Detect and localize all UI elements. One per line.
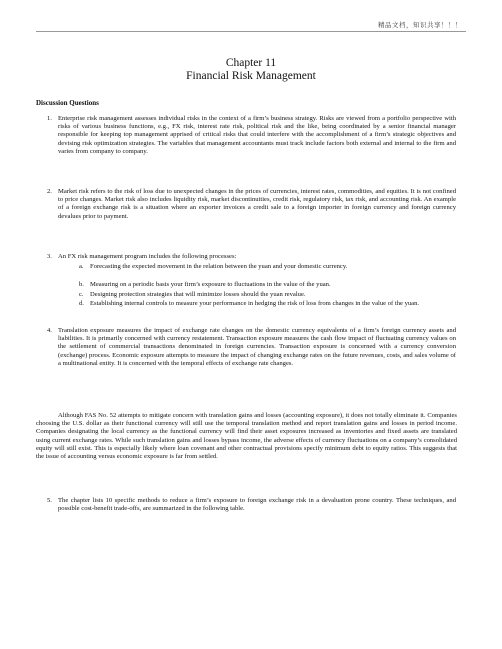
list-item-text: Establishing internal controls to measure your performance in hedging the risk of loss from changes in the value of the yuan. (90, 300, 420, 307)
list-item (79, 263, 442, 271)
question-3 (47, 253, 456, 261)
body-paragraph: Although FAS No. 52 attempts to mitigate concern with translation gains and losses (accounting exposure), it does not totally eliminate it. Companies choosing the U.S. dollar as their functional currency will still use the temporal translation method and report translation gains and losses in period income. Companies designating the local currency as the functional currency will find their asset exposures increased as inventories and fixed assets are translated using current exchange rates. While such translation gains and losses bypass income, the adverse effects of currency fluctuations on a company’s consolidated equity will still exist. This is especially likely where loan covenant and other contractual provisions specify minimum debt to equity ratios. This suggests that the issue of accounting versus economic exposure is far from settled. (36, 412, 457, 461)
list-item-text: Forecasting the expected movement in the relation between the yuan and your domestic currency. (90, 263, 348, 270)
list-item-letter: c. (79, 291, 84, 298)
question-text: An FX risk management program includes the following processes: (58, 253, 237, 260)
chapter-subtitle: Financial Risk Management (186, 70, 316, 82)
header-rule (36, 31, 466, 32)
list-item-letter: d. (79, 300, 84, 307)
list-item-letter: a. (79, 263, 84, 270)
question-number: 5. (47, 497, 52, 504)
list-item (79, 291, 442, 299)
question-2 (47, 188, 456, 221)
question-number: 4. (47, 327, 52, 334)
title-block (0, 57, 502, 83)
question-text: The chapter lists 10 specific methods to reduce a firm’s exposure to foreign exchange risk in a devaluation prone country. These techniques, and possible cost-benefit trade-offs, are summarized in the following table. (58, 497, 456, 513)
question-text: Market risk refers to the risk of loss due to unexpected changes in the prices of currencies, interest rates, commodities, and equities. It is not confined to price changes. Market risk also includes liquidity risk, market discontinuities, credit risk, regulatory risk, tax risk, and accounting risk. An example of a foreign exchange risk is a situation where an exporter invoices a credit sale to a foreign importer in foreign currency and foreign currency devalues prior to payment. (58, 188, 456, 220)
question-number: 2. (47, 188, 52, 195)
question-5 (47, 497, 456, 513)
list-item-text: Designing protection strategies that will minimize losses should the yuan revalue. (90, 291, 306, 298)
question-4 (47, 327, 456, 368)
question-text: Translation exposure measures the impact of exchange rate changes on the domestic currency equivalents of a firm’s foreign currency assets and liabilities. It is primarily concerned with currency restatement. Transaction exposure measures the cash flow impact of fluctuating currency values on the settlement of commercial transactions denominated in foreign currencies. Transaction exposure is concerned with a currency conversion (exchange) process. Economic exposure attempts to measure the impact of changing exchange rates on the future revenues, costs, and sales volume of a multinational entity. It is concerned with the temporal effects of exchange rate changes. (58, 327, 456, 367)
question-text: Enterprise risk management assesses individual risks in the context of a firm’s business strategy. Risks are viewed from a portfolio perspective with risks of various business functions, e.g., FX risk, interest rate risk, political risk and the like, being coordinated by a senior financial manager responsible for keeping top management apprised of critical risks that could interfere with the accomplishment of a firm’s strategic objectives and devising risk optimization strategies. The variables that management accountants must track include factors both external and internal to the firm and varies from company to company. (58, 115, 456, 155)
header-watermark: 精品文档，知识共享！！！ (378, 21, 462, 29)
list-item-text: Measuring on a periodic basis your firm’s exposure to fluctuations in the value of the yuan. (90, 281, 331, 288)
list-item-letter: b. (79, 281, 84, 288)
question-number: 3. (47, 253, 52, 260)
chapter-title: Chapter 11 (225, 57, 277, 69)
list-item (79, 300, 442, 308)
question-number: 1. (47, 115, 52, 122)
section-heading: Discussion Questions (36, 99, 99, 107)
list-item (79, 281, 442, 289)
question-1 (47, 115, 456, 156)
